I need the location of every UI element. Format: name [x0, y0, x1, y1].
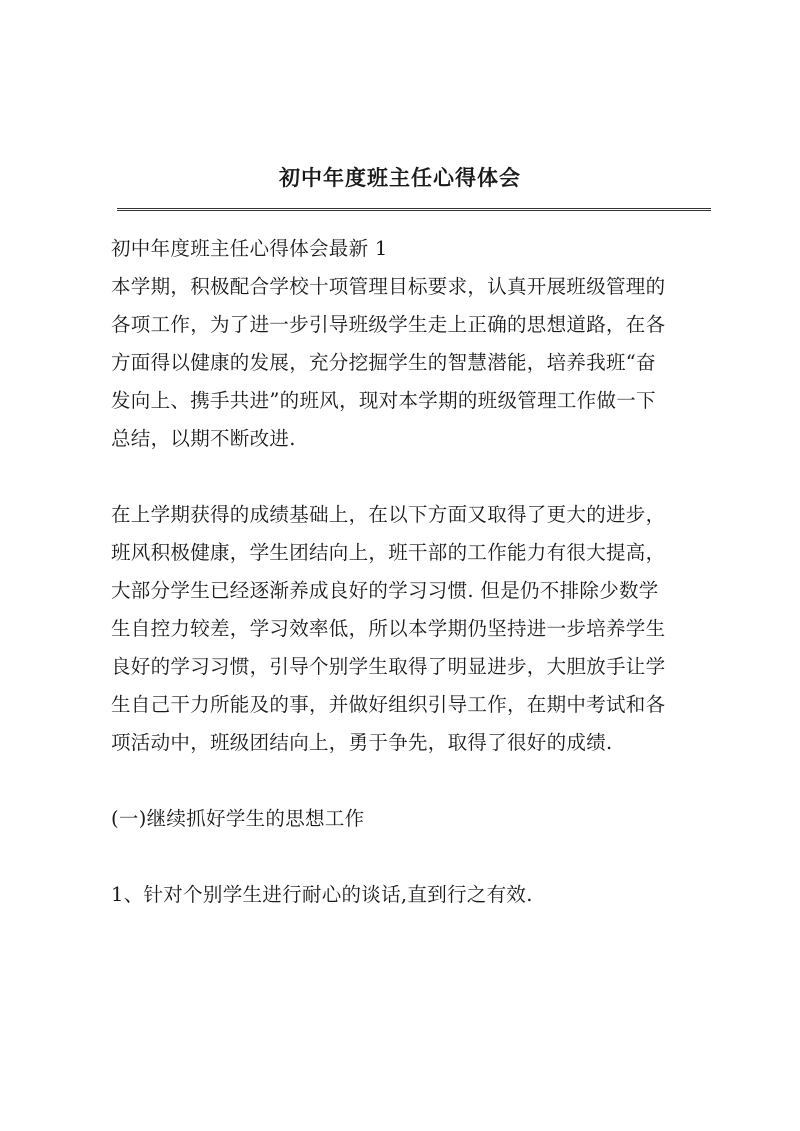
- paragraph-line: 大部分学生已经逐渐养成良好的学习习惯. 但是仍不排除少数学: [111, 579, 659, 602]
- paragraph-spacer: [111, 838, 711, 876]
- paragraph-line: 本学期，积极配合学校十项管理目标要求，认真开展班级管理的: [111, 275, 666, 298]
- document-title: 初中年度班主任心得体会: [279, 165, 521, 190]
- paragraph-line: 方面得以健康的发展，充分挖掘学生的智慧潜能，培养我班“奋: [111, 351, 656, 374]
- list-item: 1、针对个别学生进行耐心的谈话,直到行之有效.: [111, 883, 533, 906]
- paragraph-spacer: [111, 458, 711, 496]
- paragraph-spacer: [111, 762, 711, 800]
- paragraph-line: 各项工作，为了进一步引导班级学生走上正确的思想道路，在各: [111, 313, 666, 336]
- paragraph-2: [111, 496, 711, 762]
- paragraph-line: 生自控力较差，学习效率低，所以本学期仍坚持进一步培养学生: [111, 617, 666, 640]
- paragraph-line: 在上学期获得的成绩基础上，在以下方面又取得了更大的进步，: [111, 503, 666, 526]
- paragraph-line: 发向上、携手共进”的班风，现对本学期的班级管理工作做一下: [111, 389, 656, 412]
- title-divider: [117, 208, 711, 211]
- paragraph-line: 生自己干力所能及的事，并做好组织引导工作，在期中考试和各: [111, 693, 666, 716]
- paragraph-line: 良好的学习习惯，引导个别学生取得了明显进步，大胆放手让学: [111, 655, 666, 678]
- document-body: [111, 230, 711, 914]
- paragraph-1: [111, 268, 711, 458]
- paragraph-line: 项活动中，班级团结向上，勇于争先，取得了很好的成绩.: [111, 731, 613, 754]
- document-subtitle: 初中年度班主任心得体会最新 1: [111, 237, 388, 260]
- section-heading: (一)继续抓好学生的思想工作: [111, 807, 365, 830]
- paragraph-line: 班风积极健康，学生团结向上，班干部的工作能力有很大提高，: [111, 541, 666, 564]
- paragraph-line: 总结，以期不断改进.: [111, 427, 296, 450]
